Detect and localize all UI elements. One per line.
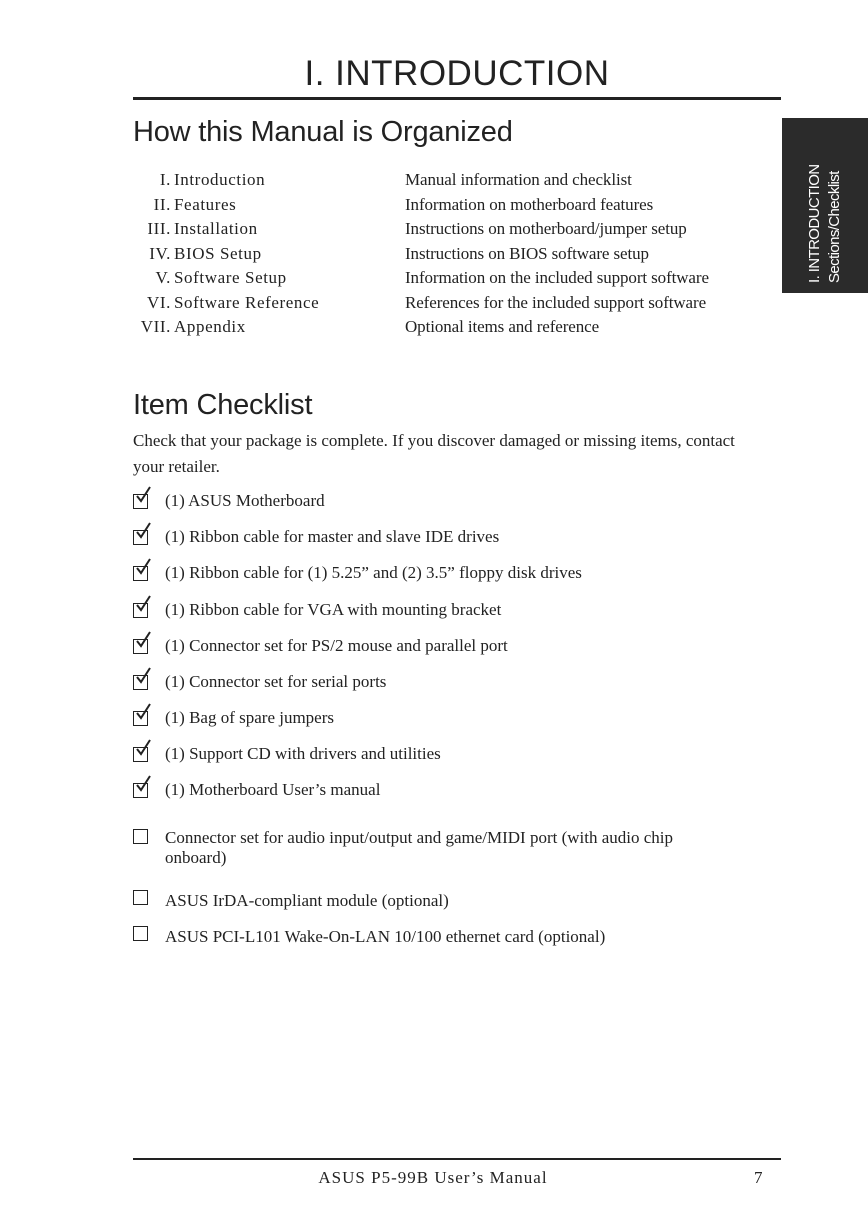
toc-number: V. [155,268,171,287]
checklist-item-label: (1) Ribbon cable for VGA with mounting bracket [165,600,502,619]
footer-rule [133,1158,781,1160]
checklist-item-label: Connector set for audio input/output and game/MIDI port (with audio chip onboard) [165,828,674,867]
checklist-item-label: (1) Motherboard User’s manual [165,780,381,799]
checkbox-empty [133,890,148,905]
checkbox-empty [133,926,148,941]
section-side-tab [782,118,868,293]
checkmark-icon [134,557,152,577]
checklist-item [133,707,753,731]
side-tab-chapter: I. INTRODUCTION [806,164,823,283]
checklist-item-label: (1) Ribbon cable for (1) 5.25” and (2) 3.5” floppy disk drives [165,563,582,582]
toc-row [133,317,773,342]
toc-description: Information on the included support software [405,268,709,287]
checklist-item-label: (1) Bag of spare jumpers [165,708,335,727]
footer-manual-title: ASUS P5-99B User’s Manual [318,1168,548,1187]
toc-section-name: Software Setup [174,268,287,287]
checklist-item-label: ASUS PCI-L101 Wake-On-LAN 10/100 ethernet card (optional) [165,927,606,946]
toc-description: References for the included support software [405,292,707,312]
toc-row [133,195,773,220]
toc-section-name: Installation [174,219,258,238]
toc-number: I. [159,170,171,189]
checkmark-icon [134,521,152,541]
checklist-item [133,635,753,659]
toc-description: Information on motherboard features [405,194,654,214]
toc-description: Optional items and reference [405,317,600,336]
checkmark-icon [134,594,152,614]
chapter-title-rule [133,97,781,100]
checkmark-icon [134,666,152,686]
checklist-item-optional [133,926,753,950]
checklist-item [133,490,753,514]
toc-row [133,244,773,269]
toc-row [133,293,773,318]
checklist-item [133,779,753,803]
toc-number: III. [147,219,171,238]
manual-organization-list [133,170,773,342]
checklist-item-label: (1) Support CD with drivers and utilities [165,744,441,763]
toc-section-name: Features [174,194,237,214]
toc-number: VII. [140,317,171,336]
checkmark-icon [134,485,152,505]
checklist-item [133,743,753,767]
toc-row [133,268,773,293]
checkbox-empty [133,829,148,844]
toc-description: Instructions on BIOS software setup [405,243,649,263]
checklist-item-label: (1) Connector set for serial ports [165,672,387,691]
checkmark-icon [134,774,152,794]
toc-number: VI. [147,292,171,312]
toc-section-name: Appendix [174,317,246,336]
checkmark-icon [134,630,152,650]
toc-description: Instructions on motherboard/jumper setup [405,219,687,238]
toc-number: II. [153,194,171,214]
checkmark-icon [134,738,152,758]
checklist-intro: Check that your package is complete. If you discover damaged or missing items, contact your retailer. [133,431,735,476]
checklist-item-optional [133,829,753,873]
checklist-heading: Item Checklist [133,389,313,421]
checklist-item [133,599,753,623]
checklist-item-optional [133,890,753,914]
checklist-item [133,671,753,695]
chapter-title: I. INTRODUCTION [304,54,610,93]
page-number: 7 [754,1168,763,1187]
checklist-item-label: ASUS IrDA-compliant module (optional) [165,891,449,910]
checklist-item [133,562,753,586]
toc-section-name: BIOS Setup [174,243,262,263]
checklist-item [133,526,753,550]
checkmark-icon [134,702,152,722]
checklist-item-label: (1) Connector set for PS/2 mouse and parallel port [165,636,508,655]
toc-number: IV. [149,243,171,263]
toc-row [133,219,773,244]
toc-description: Manual information and checklist [405,170,632,189]
side-tab-sections: Sections/Checklist [826,171,843,283]
toc-section-name: Software Reference [174,292,320,312]
toc-row [133,170,773,195]
organized-heading: How this Manual is Organized [133,116,513,148]
toc-section-name: Introduction [174,170,266,189]
checklist-item-label: (1) Ribbon cable for master and slave IDE drives [165,527,500,546]
checklist-item-label: (1) ASUS Motherboard [165,491,325,510]
